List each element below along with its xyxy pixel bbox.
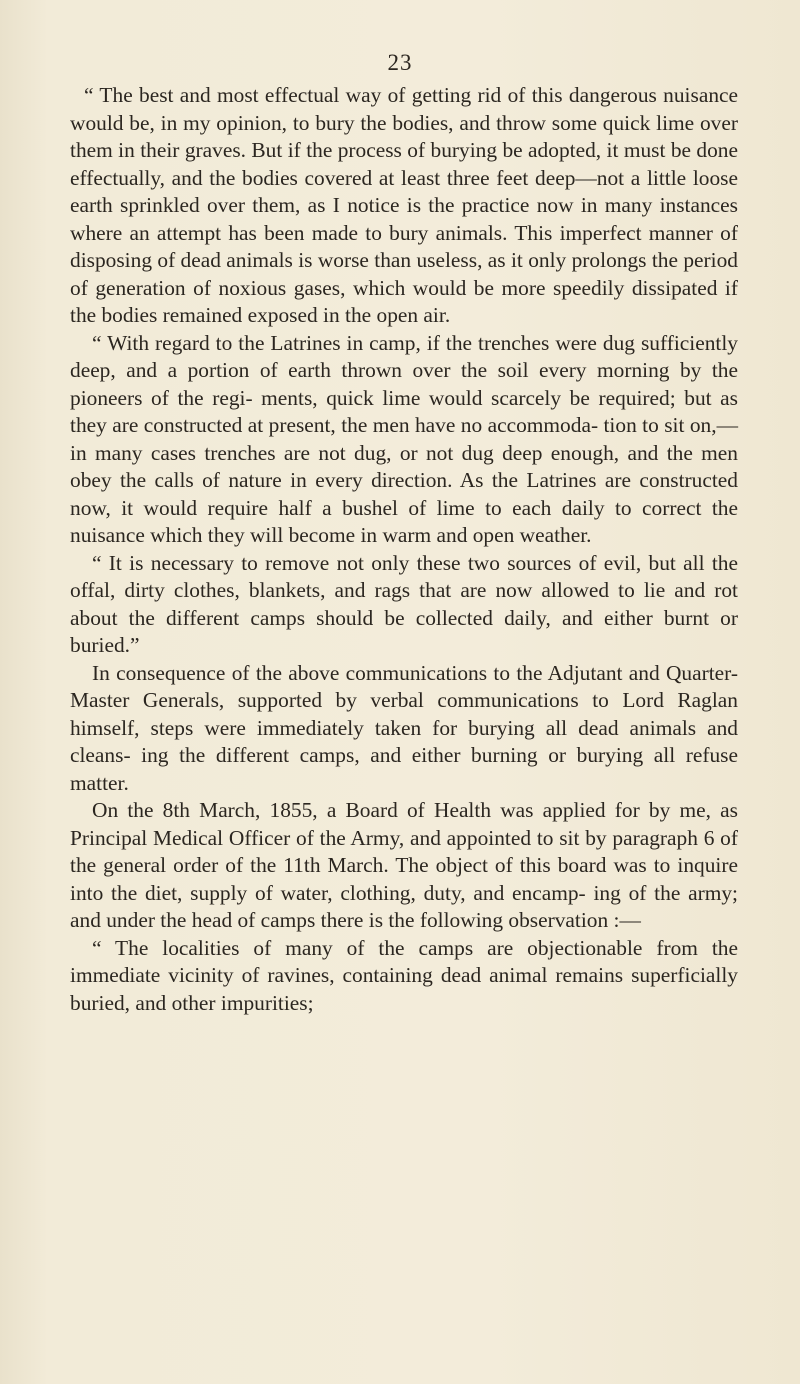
paragraph-latrines: “ With regard to the Latrines in camp, if the trenches were dug sufficiently deep, and a portion of earth thrown over the soil every morning by the pioneers of the regi- ments, quick lime would scarcely be required; but as they are constructed at present, the men have no accommoda- tion to sit on,— in many cases trenches are not dug, or not dug deep enough, and the men obey the calls of nature in every direction. As the Latrines are constructed now, it would require half a bushel of lime to each daily to correct the nuisance which they will become in warm and open weather. [70, 330, 738, 547]
paragraph-localities: “ The localities of many of the camps are objectionable from the immediate vicinity of ravines, containing dead animal remains superficially buried, and other impurities; [70, 935, 738, 1015]
body-text [70, 82, 738, 1017]
page-number: 23 [387, 50, 413, 75]
paragraph-consequence: In consequence of the above communications to the Adjutant and Quarter-Master Generals, supported by verbal communications to Lord Raglan himself, steps were immediately taken for burying all dead animals and cleans- ing the different camps, and either burning or burying all refuse matter. [70, 660, 738, 795]
paragraph-offal: “ It is necessary to remove not only these two sources of evil, but all the offal, dirty clothes, blankets, and rags that are now allowed to lie and rot about the different camps should be collected daily, and either burnt or buried.” [70, 550, 738, 657]
paragraph-dead-animals: “ The best and most effectual way of getting rid of this dangerous nuisance would be, in my opinion, to bury the bodies, and throw some quick lime over them in their graves. But if the process of burying be adopted, it must be done effectually, and the bodies covered at least three feet deep—not a little loose earth sprinkled over them, as I notice is the practice now in many instances where an attempt has been made to bury animals. This imperfect manner of disposing of dead animals is worse than useless, as it only prolongs the period of generation of noxious gases, which would be more speedily dissipated if the bodies remained exposed in the open air. [70, 83, 738, 327]
paragraph-board-of-health: On the 8th March, 1855, a Board of Health was applied for by me, as Principal Medical Officer of the Army, and appointed to sit by paragraph 6 of the general order of the 11th March. The object of this board was to inquire into the diet, supply of water, clothing, duty, and encamp- ing of the army; and under the head of camps there is the following observation :— [70, 798, 738, 932]
